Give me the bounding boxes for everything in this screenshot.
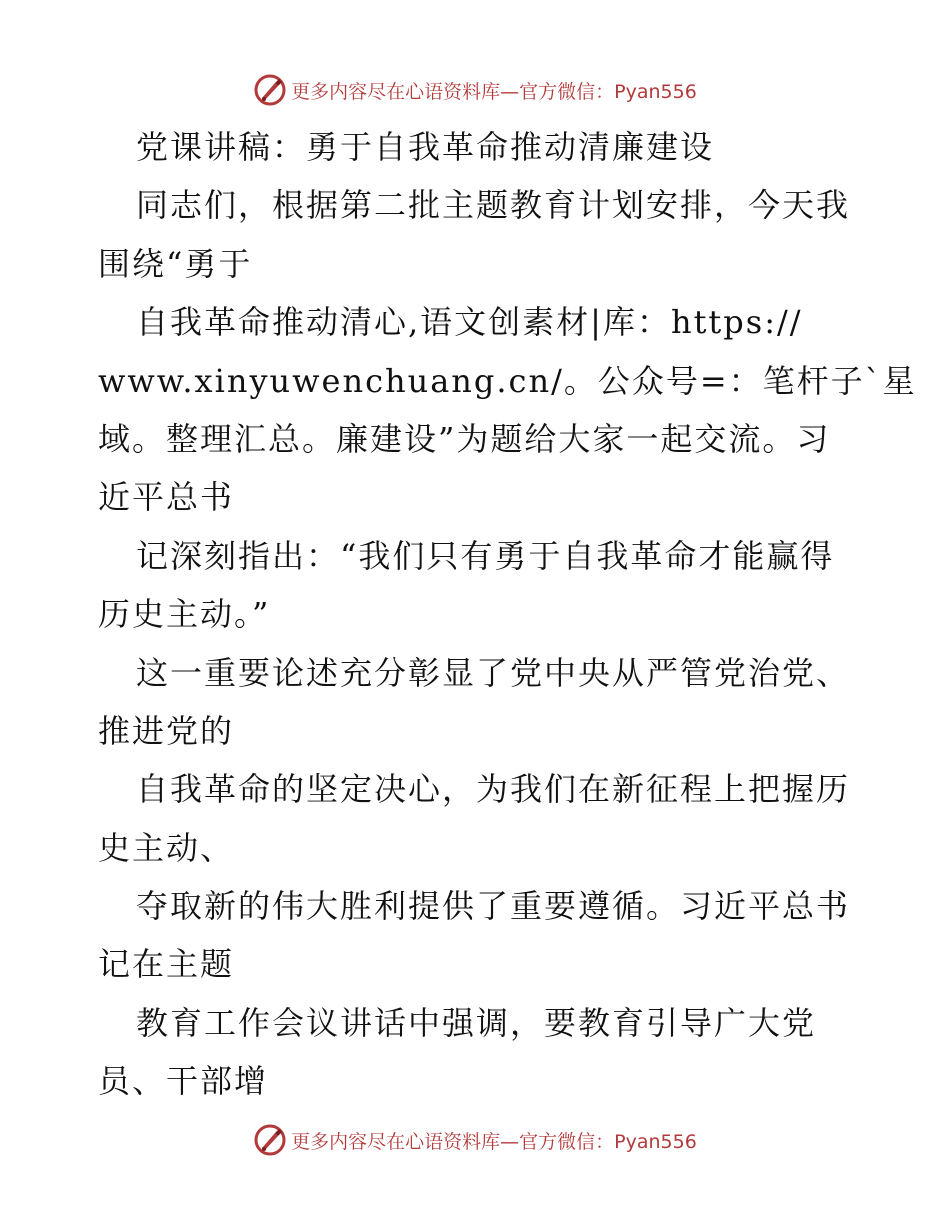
header-watermark: [0, 70, 950, 110]
watermark-text: 更多内容尽在心语资料库—官方微信：Pyan556: [291, 80, 697, 103]
document-title: 党课讲稿：勇于自我革命推动清廉建设: [136, 128, 715, 166]
paragraph-line: 史主动、: [98, 828, 235, 867]
paragraph-line: 教育工作会议讲话中强调，要教育引导广大党: [136, 1003, 817, 1042]
paragraph-line: 自我革命推动清心,语文创素材|库：https://: [136, 303, 803, 342]
paragraph-line: www.xinyuwenchuang.cn/。公众号=：笔杆子`星: [98, 361, 917, 400]
paragraph-line: 自我革命的坚定决心，为我们在新征程上把握历: [136, 770, 851, 809]
paragraph-line: 近平总书: [98, 478, 235, 517]
pen-circle-logo-icon: [253, 1123, 287, 1157]
paragraph-line: 记在主题: [98, 945, 235, 984]
paragraph-line: 历史主动。”: [98, 595, 271, 634]
paragraph-line: 推进党的: [98, 711, 235, 750]
paragraph-line: 域。整理汇总。廉建设”为题给大家一起交流。习: [98, 419, 831, 458]
paragraph-line: 夺取新的伟大胜利提供了重要遵循。习近平总书: [136, 887, 851, 926]
paragraph-line: 这一重要论述充分彰显了党中央从严管党治党、: [136, 653, 851, 692]
footer-watermark: [0, 1120, 950, 1160]
paragraph-line: 员、干部增: [98, 1062, 269, 1101]
paragraph-line: 同志们，根据第二批主题教育计划安排，今天我: [136, 186, 851, 225]
pen-circle-logo-icon: [253, 73, 287, 107]
document-body: [98, 118, 917, 1111]
paragraph-line: 围绕“勇于: [98, 244, 253, 283]
paragraph-line: 记深刻指出：“我们只有勇于自我革命才能赢得: [136, 536, 835, 575]
watermark-text: 更多内容尽在心语资料库—官方微信：Pyan556: [291, 1130, 697, 1153]
